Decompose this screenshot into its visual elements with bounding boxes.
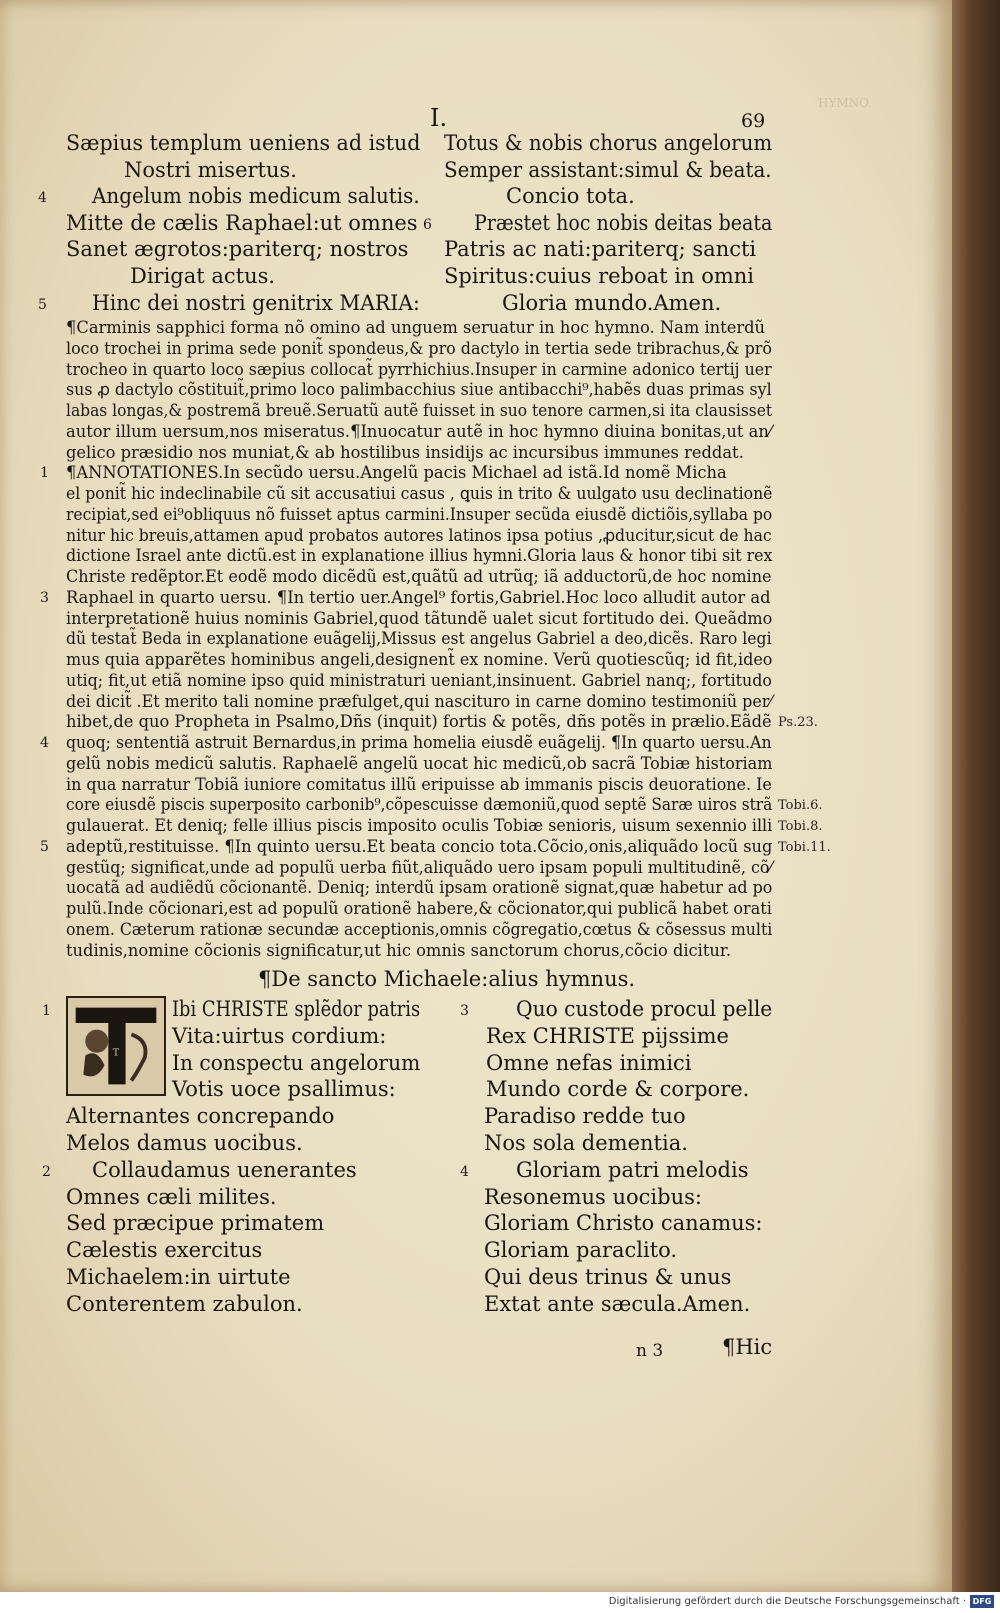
commentary-line: ¶Carminis sapphici forma nõ omino ad unguem seruatur in hoc hymno. Nam interdũ xyxy=(66,318,766,337)
verse-line: Præstet hoc nobis deitas beata xyxy=(474,210,773,235)
commentary-verse-number: 4 xyxy=(40,735,49,751)
stanza-number: 4 xyxy=(38,190,47,207)
commentary-line: dũ testat̃ Beda in explanatione euãgelij,Missus est angelus Gabriel a deo,dicẽs. Raro legi xyxy=(66,629,772,649)
commentary-verse-number: 3 xyxy=(40,589,49,606)
commentary-line: in qua narratur Tobiã iuniore comitatus illũ eripuisse ab immanis piscis deuoratione. Ie xyxy=(66,774,772,794)
stanza-number: 2 xyxy=(42,1163,51,1180)
margin-reference: Ps.23. xyxy=(778,715,818,731)
commentary-line: mus quia apparẽtes hominibus angeli,designent̃ ex nomine. Verũ quotiescũq; id fit,ideo xyxy=(66,650,773,669)
dfg-logo: DFG xyxy=(970,1595,994,1608)
commentary-line: uocatã ad audiẽdũ cõcionantẽ. Deniq; interdũ ipsam orationẽ signat,quæ habetur ad po xyxy=(66,878,773,898)
verse-line: Alternantes concrepando xyxy=(66,1104,335,1129)
verse-line: Sanet ægrotos:pariterq; nostros xyxy=(66,237,409,262)
verse-line: Patris ac nati:pariterq; sancti xyxy=(444,237,757,262)
verse-line: Resonemus uocibus: xyxy=(484,1184,702,1209)
commentary-line: gulauerat. Et deniq; felle illius piscis imposito oculis Tobiæ senioris, uisum sexennio illi xyxy=(66,816,773,835)
stanza-number: 6 xyxy=(423,216,432,233)
verse-line: Concio tota. xyxy=(506,184,635,209)
verse-line: Cælestis exercitus xyxy=(66,1238,263,1263)
margin-reference: Tobi.6. xyxy=(778,798,823,814)
stanza-number: 3 xyxy=(460,1003,469,1019)
commentary-line: gelico præsidio nos muniat,& ab hostilibus insidijs ac incursibus immunes reddat. xyxy=(66,442,744,462)
svg-text:T: T xyxy=(112,1047,120,1059)
bleed-through-text: HYMNO. xyxy=(818,96,873,110)
commentary-line: gestũq; significat,unde ad populũ uerba fiũt,aliquãdo uero ipsam populi multitudinẽ, cõ⁄ xyxy=(66,857,773,877)
verse-line: Melos damus uocibus. xyxy=(66,1131,303,1155)
stanza-number: 1 xyxy=(42,1003,51,1019)
verse-line: Ibi CHRISTE splẽdor patris xyxy=(172,997,421,1021)
commentary-line: interpretationẽ huius nominis Gabriel,quod tãtundẽ ualet sicut fortitudo dei. Queãdmo xyxy=(66,608,773,628)
commentary-line: nitur hic breuis,attamen apud probatos autores latinos ipsa potius ,ꝓducitur,sicut de hac xyxy=(66,525,772,545)
verse-line: Collaudamus uenerantes xyxy=(92,1157,357,1182)
verse-line: Gloriam Christo canamus: xyxy=(484,1211,763,1236)
verse-line: Sed præcipue primatem xyxy=(66,1211,325,1236)
verse-line: Nostri misertus. xyxy=(124,157,297,182)
commentary-line: onem. Cæterum rationæ secundæ acceptionis,omnis cõgregatio,cœtus & cõsessus multi xyxy=(66,919,773,939)
verse-line: Conterentem zabulon. xyxy=(66,1291,303,1316)
verse-line: Angelum nobis medicum salutis. xyxy=(92,184,420,209)
verse-line: Omne nefas inimici xyxy=(486,1050,692,1075)
footer-credit: Digitalisierung gefördert durch die Deutsche Forschungsgemeinschaft · xyxy=(608,1596,966,1607)
commentary-line: ¶ANNOTATIONES.In secũdo uersu.Angelũ pacis Michael ad istã.Id nomẽ Micha xyxy=(66,463,727,483)
commentary-line: dictione Israel ante dictũ.est in explanatione illius hymni.Gloria laus & honor tibi sit rex xyxy=(66,546,773,566)
commentary-line: pulũ.Inde cõcionari,est ad populũ orationẽ habere,& cõcionator,qui publicã habet orati xyxy=(66,899,772,918)
commentary-line: sus ꝓ dactylo cõstituit̃,primo loco palimbacchius siue antibacchi⁹,habẽs duas primas syl xyxy=(66,380,772,400)
stanza-number: 5 xyxy=(38,296,47,313)
verse-line: Gloriam patri melodis xyxy=(516,1157,749,1182)
commentary-line: autor illum uersum,nos miseratus.¶Inuocatur autẽ in hoc hymno diuina bonitas,ut an⁄ xyxy=(66,421,772,441)
verse-line: Sæpius templum ueniens ad istud xyxy=(66,131,421,155)
section-number: I. xyxy=(430,104,448,132)
commentary-line: trocheo in quarto loco sæpius collocat̃ pyrrhichius.Insuper in carmine adonico tertij uer xyxy=(66,359,772,379)
signature-mark: n 3 xyxy=(636,1341,664,1361)
decorated-initial xyxy=(66,996,166,1096)
verse-line: Gloriam paraclito. xyxy=(484,1238,678,1263)
verse-line: Omnes cæli milites. xyxy=(66,1184,277,1209)
commentary-verse-number: 5 xyxy=(40,838,49,855)
verse-line: Nos sola dementia. xyxy=(484,1131,688,1155)
commentary-line: utiq; fit,ut etiã nomine ipso quid ministraturi ueniant,insinuent. Gabriel nanq;, fortitudo xyxy=(66,670,772,690)
margin-reference: Tobi.11. xyxy=(778,839,831,855)
verse-line: Hinc dei nostri genitrix MARIA: xyxy=(92,290,420,315)
commentary-line: adeptũ,restituisse. ¶In quinto uersu.Et beata concio tota.Cõcio,onis,aliquãdo locũ sug xyxy=(66,836,773,856)
verse-line: Quo custode procul pelle xyxy=(516,997,773,1021)
commentary-line: dei dicit̃ .Et merito tali nomine præfulget,qui nasciturо in carne domino testimoniũ per⁄ xyxy=(66,691,773,711)
commentary-line: core eiusdẽ piscis superposito carbonib⁹,cõpescuisse dæmoniũ,quod septẽ Saræ uiros strã xyxy=(66,795,773,815)
commentary-line: tudinis,nomine cõcionis significatur,ut hic omnis sanctorum chorus,cõcio dicitur. xyxy=(66,940,732,960)
commentary-line: labas longas,& postremã breuẽ.Seruatũ autẽ fuisset in suo tenore carmen,si ita clausisset xyxy=(66,401,773,420)
verse-line: Mundo corde & corpore. xyxy=(486,1077,750,1102)
verse-line: Dirigat actus. xyxy=(130,264,276,288)
hymn2-heading: ¶De sancto Michaele:alius hymnus. xyxy=(258,967,636,991)
verse-line: Semper assistant:simul & beata. xyxy=(444,157,772,182)
verse-line: In conspectu angelorum xyxy=(172,1050,421,1075)
folio-number: 69 xyxy=(741,110,766,132)
verse-line: Vita:uirtus cordium: xyxy=(172,1023,387,1048)
verse-line: Totus & nobis chorus angelorum xyxy=(444,131,773,155)
catchword: ¶Hic xyxy=(722,1335,773,1359)
verse-line: Paradiso redde tuo xyxy=(484,1104,686,1129)
verse-line: Extat ante sæcula.Amen. xyxy=(484,1291,751,1316)
commentary-line: recipiat,sed ei⁹obliquus nõ fuisset aptus carmini.Insuper secũda eiusdẽ dictiõis,syllaba po xyxy=(66,504,773,524)
verse-line: Qui deus trinus & unus xyxy=(484,1265,732,1289)
commentary-line: quoq; sententiã astruit Bernardus,in prima homelia eiusdẽ euãgelij. ¶In quarto uersu.An xyxy=(66,733,772,752)
commentary-line: hibet,de quo Propheta in Psalmo,Dñs (inquit) fortis & potẽs, dñs potẽs in prælio.Eãdẽ xyxy=(66,712,772,732)
verse-line: Michaelem:in uirtute xyxy=(66,1265,291,1289)
commentary-line: Raphael in quarto uersu. ¶In tertio uer.Angel⁹ fortis,Gabriel.Hoc loco alludit autor ad xyxy=(66,587,771,607)
commentary-line: gelũ nobis medicũ salutis. Raphaelẽ angelũ uocat hic medicũ,ob sacrã Tobiæ historiam xyxy=(66,753,773,773)
verse-line: Mitte de cælis Raphael:ut omnes xyxy=(66,210,418,235)
margin-reference: Tobi.8. xyxy=(778,819,823,834)
commentary-line: loco trochei in prima sede ponit̃ spondeus,& pro dactylo in tertia sede tribrachus,& prõ xyxy=(66,338,772,358)
verse-line: Gloria mundo.Amen. xyxy=(502,290,722,315)
digitization-footer xyxy=(0,1592,1000,1613)
commentary-line: Christe redẽptor.Et eodẽ modo dicẽdũ est,quãtũ ad utrũq; iã adductorũ,de hoc nomine xyxy=(66,567,772,586)
commentary-line: el ponit̃ hic indeclinabile cũ sit accusatiui casus , ꝗuis in trito & uulgato usu declinationẽ xyxy=(66,484,773,503)
stanza-number: 4 xyxy=(460,1163,469,1180)
verse-line: Votis uoce psallimus: xyxy=(172,1077,396,1102)
book-edge xyxy=(952,0,1000,1592)
commentary-verse-number: 1 xyxy=(40,465,49,482)
initial-t-woodcut xyxy=(68,998,164,1094)
verse-line: Rex CHRISTE pijssime xyxy=(486,1023,729,1048)
verse-line: Spiritus:cuius reboat in omni xyxy=(444,264,754,288)
